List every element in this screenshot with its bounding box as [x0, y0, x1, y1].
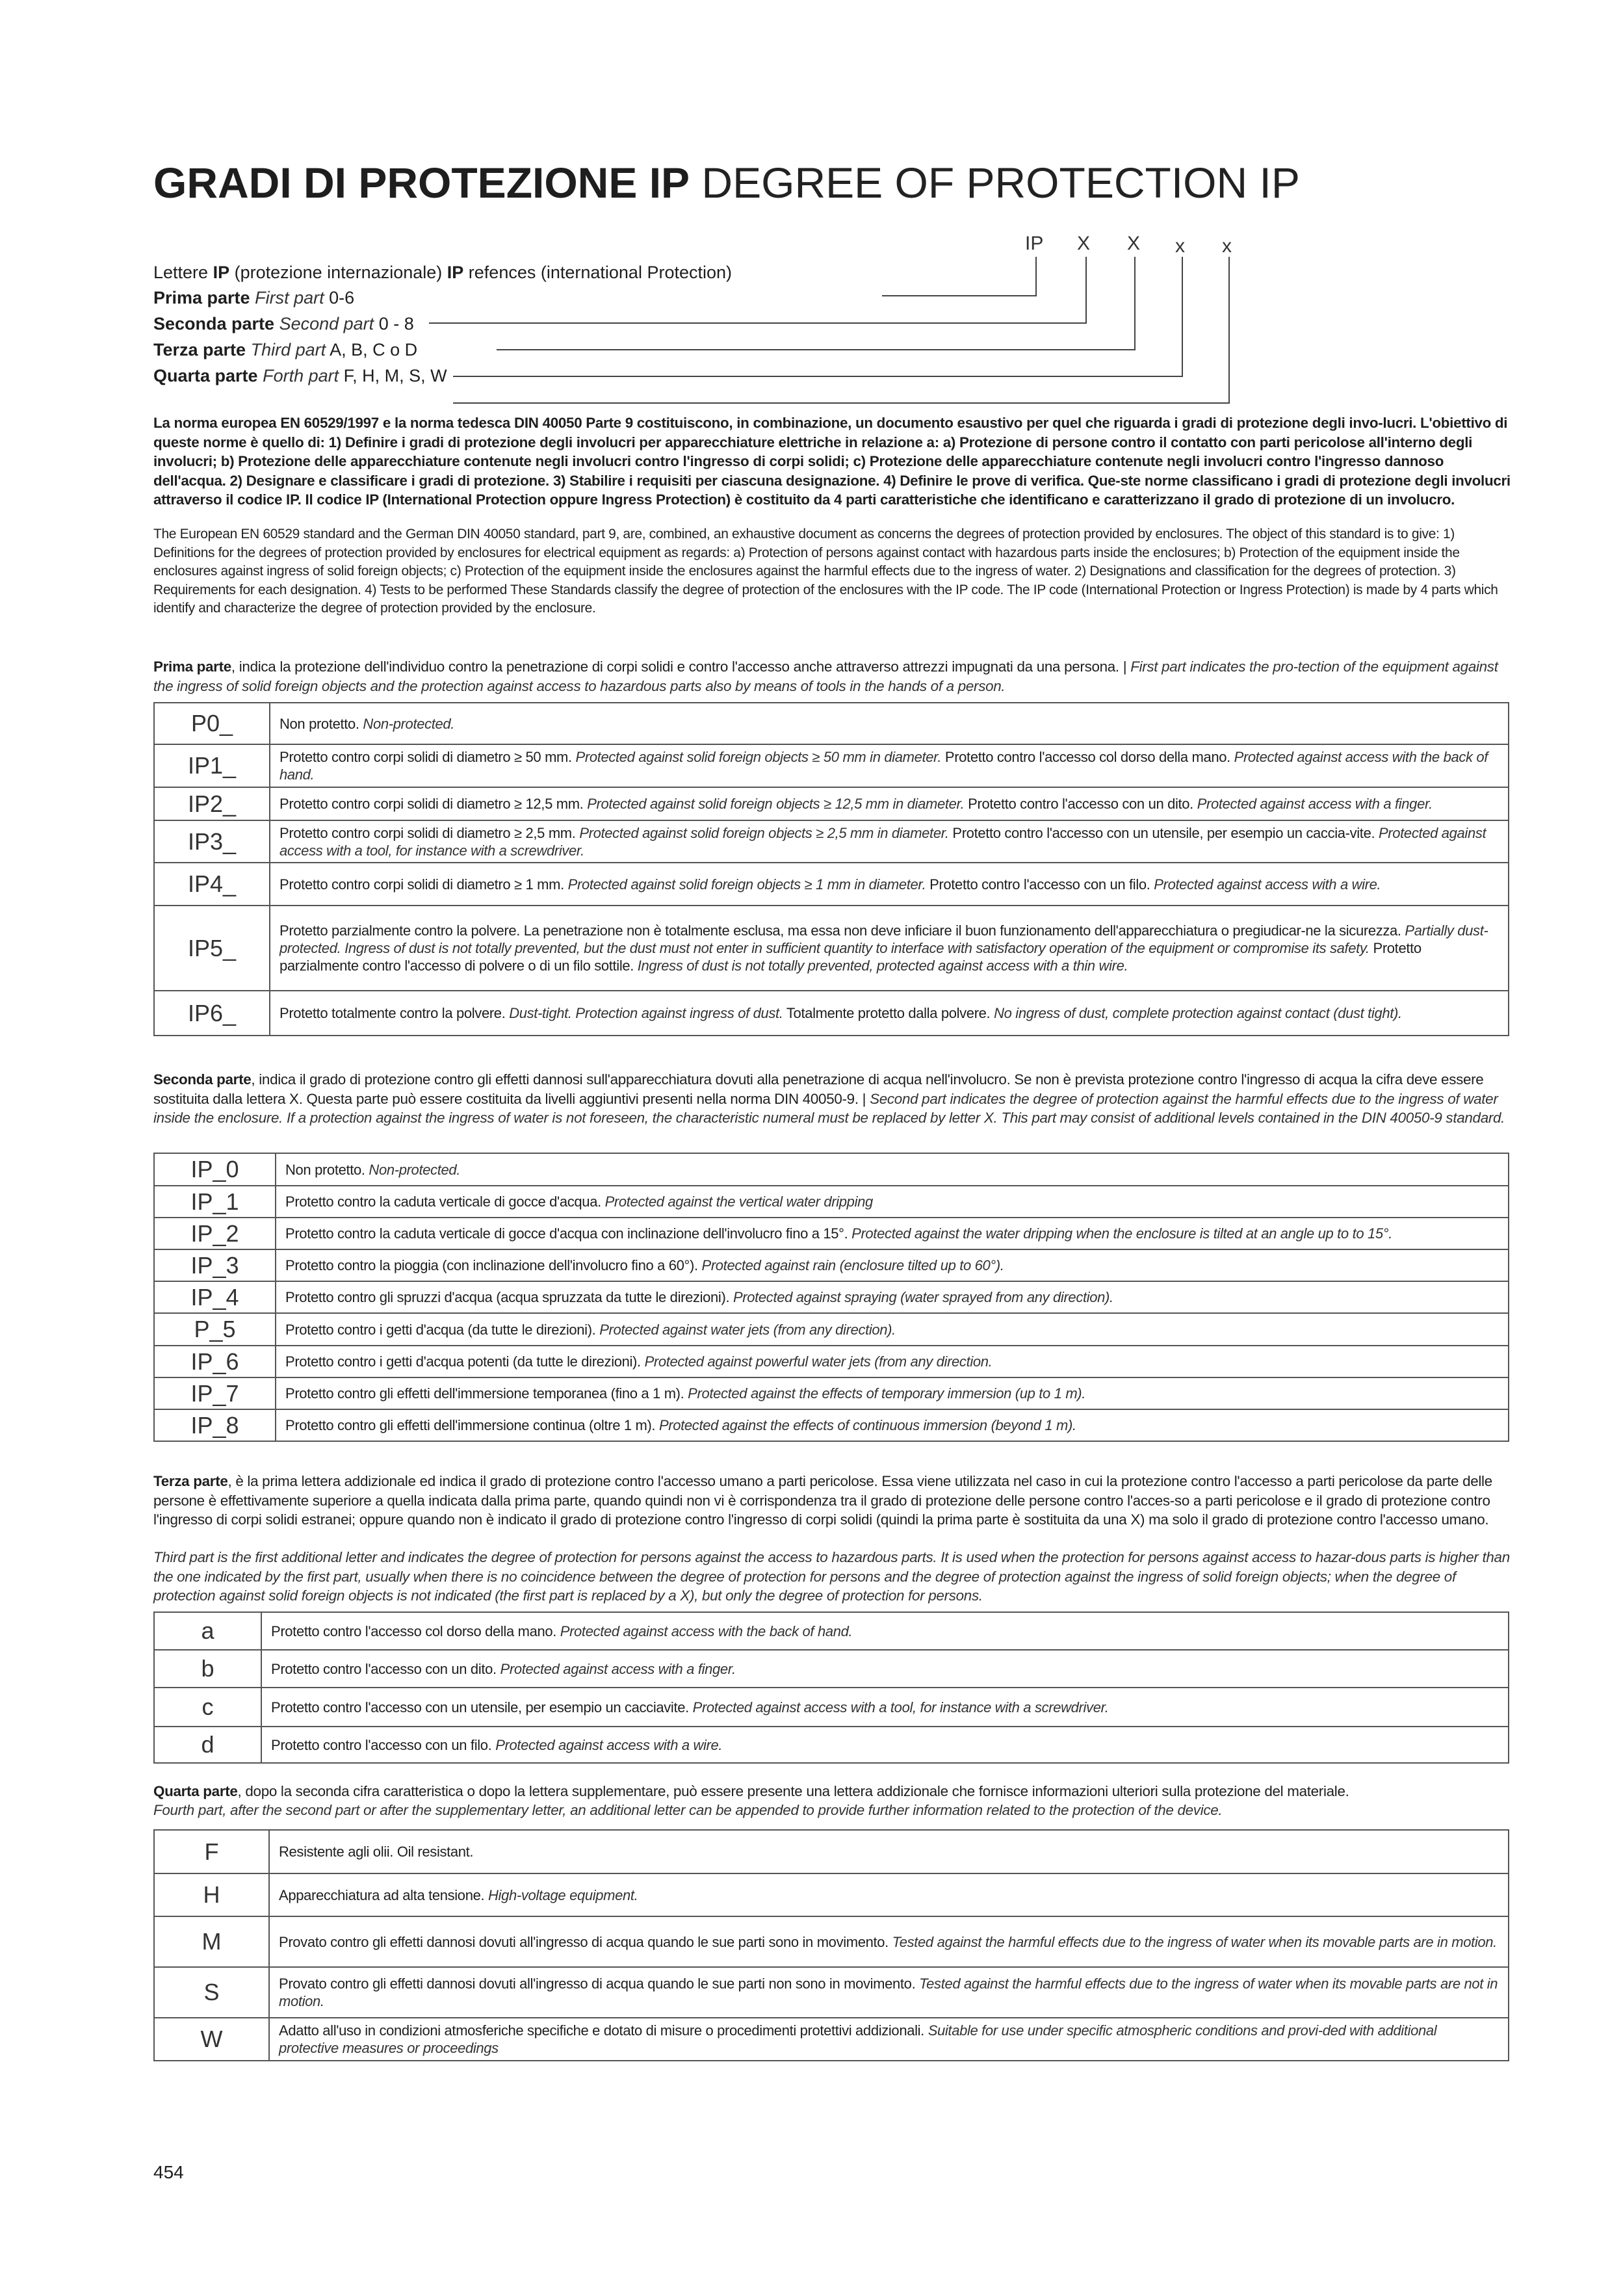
- row-code: H: [154, 1873, 269, 1916]
- table-row: [154, 1153, 1509, 1186]
- connector-line: [453, 402, 1230, 404]
- first-part-description: Prima parte, indica la protezione dell'individuo contro la penetrazione di corpi solidi e contro l'accesso anche attraverso attrezzi impugnati da una persona. | First part indicates the pro-tection of the equipment against the ingress of solid foreign objects and the protection against access to hazardous parts also by means of tools in the hands of a person.: [153, 659, 1498, 694]
- table-row: [154, 744, 1509, 787]
- third-part-table: [153, 1611, 1509, 1764]
- row-description: Apparecchiatura ad alta tensione. High-voltage equipment.: [269, 1873, 1509, 1916]
- row-code: IP_1: [154, 1186, 276, 1218]
- row-code: IP3_: [154, 820, 270, 863]
- row-description: Protetto contro l'accesso con un dito. Protected against access with a finger.: [261, 1650, 1509, 1688]
- row-description: Protetto contro l'accesso con un filo. Protected against access with a wire.: [261, 1727, 1509, 1763]
- row-code: W: [154, 2018, 269, 2061]
- row-description: Non protetto. Non-protected.: [270, 703, 1509, 744]
- table-row: [154, 1650, 1509, 1688]
- row-code: S: [154, 1967, 269, 2018]
- third-part-description: Terza parte, è la prima lettera addizionale ed indica il grado di protezione contro l'accesso umano a parti pericolose. Essa viene utilizzata nel caso in cui la protezione contro l'accesso a parti pericolose da parte delle persone è effettivamente superiore a quella indicata dalla prima parte, quando quindi non vi è corrispondenza tra il grado di protezione delle persone contro l'acces-so a parti pericolose e il grado di protezione contro l'ingresso di corpi solidi estranei; oppure quando non è indicato il grado di protezione contro l'ingresso di corpi solidi (quindi la prima parte è sostituita da una X) ma solo il grado di protezione contro l'accesso umano.: [153, 1473, 1492, 1528]
- table-row: [154, 906, 1509, 991]
- code-part-x3: x: [1175, 235, 1185, 257]
- row-description: Protetto contro la caduta verticale di gocce d'acqua con inclinazione dell'involucro fino a 15°. Protected against the water dripping when the enclosure is tilted at an angle up to to 15°.: [276, 1218, 1509, 1249]
- row-description: Protetto contro gli spruzzi d'acqua (acqua spruzzata da tutte le direzioni). Protected against spraying (water sprayed from any direction).: [276, 1281, 1509, 1313]
- table-row: [154, 1186, 1509, 1218]
- connector-line: [429, 322, 1087, 324]
- row-description: Protetto contro corpi solidi di diametro ≥ 50 mm. Protected against solid foreign objects ≥ 50 mm in diameter. Protetto contro l'accesso col dorso della mano. Protected against access with the back of hand.: [270, 744, 1509, 787]
- legend-first-part: Prima parte First part 0-6: [153, 288, 355, 307]
- row-description: Protetto contro gli effetti dell'immersione temporanea (fino a 1 m). Protected against the effects of temporary immersion (up to 1 m).: [276, 1377, 1509, 1409]
- table-row: [154, 1612, 1509, 1650]
- first-part-table: [153, 702, 1509, 1036]
- row-code: d: [154, 1727, 261, 1763]
- intro-english: The European EN 60529 standard and the German DIN 40050 standard, part 9, are, combined, an exhaustive document as concerns the degrees of protection provided by enclosures. The object of this standard is to give: 1) Definitions for the degrees of protection provided by enclosures for electrical equipment as regards: a) Protection of persons against contact with hazardous parts inside the enclosures; b) Protection of the equipment inside the enclosures against ingress of solid foreign objects; c) Protection of the equipment inside the enclosures against the harmful effects due to the ingress of water. 2) Designations and classification for the degrees of protection. 3) Requirements for each designation. 4) Tests to be performed These Standards classify the degree of protection of the enclosures with the IP code. The IP code (International Protection or Ingress Protection) is made by 4 parts which identify and characterize the degree of protection provided by the enclosure.: [153, 527, 1498, 616]
- intro-italian: La norma europea EN 60529/1997 e la norma tedesca DIN 40050 Parte 9 costituiscono, in combinazione, un documento esaustivo per quel che riguarda i gradi di protezione degli invo-lucri. L'obiettivo di queste norme è quello di: 1) Definire i gradi di protezione degli involucri per apparecchiature elettriche in relazione a: a) Protezione di persone contro il contatto con parti pericolose all'interno degli involucri; b) Protezione delle apparecchiature contenute negli involucri contro l'ingresso di corpi solidi; c) Protezione delle apparecchiature contenute negli involucri contro l'ingresso dannoso dell'acqua. 2) Designare e classificare i gradi di protezione. 3) Stabilire i requisiti per ciascuna designazione. 4) Definire le prove di verifica. Que-ste norme classificano i gradi di protezione degli involucri attraverso il codice IP. Il codice IP (International Protection oppure Ingress Protection) è costituito da 4 parti caratteristiche che identificano e caratterizzano il grado di protezione di un involucro.: [153, 415, 1511, 508]
- table-row: [154, 863, 1509, 906]
- table-row: [154, 1218, 1509, 1249]
- row-description: Provato contro gli effetti dannosi dovuti all'ingresso di acqua quando le sue parti sono in movimento. Tested against the harmful effects due to the ingress of water when its movable parts are in motion.: [269, 1916, 1509, 1967]
- code-part-x2: X: [1127, 233, 1141, 254]
- connector-line: [497, 349, 1136, 350]
- row-code: M: [154, 1916, 269, 1967]
- row-code: IP5_: [154, 906, 270, 991]
- row-code: b: [154, 1650, 261, 1688]
- row-code: IP4_: [154, 863, 270, 906]
- row-code: IP_7: [154, 1377, 276, 1409]
- connector-line: [1085, 257, 1087, 323]
- row-code: IP_6: [154, 1346, 276, 1377]
- fourth-part-description: Quarta parte, dopo la seconda cifra caratteristica o dopo la lettera supplementare, può essere presente una lettera addizionale che fornisce informazioni ulteriori sulla protezione del materiale.: [153, 1783, 1349, 1799]
- legend-second-part: Seconda parte Second part 0 - 8: [153, 314, 414, 333]
- row-description: Protetto contro l'accesso col dorso della mano. Protected against access with the back of hand.: [261, 1612, 1509, 1650]
- row-code: IP6_: [154, 991, 270, 1036]
- connector-line: [1134, 257, 1136, 350]
- second-part-description: Seconda parte, indica il grado di protezione contro gli effetti dannosi sull'apparecchiatura dovuti alla penetrazione di acqua nell'involucro. Se non è prevista protezione contro l'ingresso di acqua la cifra deve essere sostituita dalla lettera X. Questa parte può essere costituita da livelli aggiuntivi presenti nella norma DIN 40050-9. | Second part indicates the degree of protection against the harmful effects due to the ingress of water inside the enclosure. If a protection against the ingress of water is not foreseen, the characteristic numeral must be replaced by letter X. This part may consist of additional levels contained in the DIN 40050-9 standard.: [153, 1071, 1505, 1126]
- row-description: Provato contro gli effetti dannosi dovuti all'ingresso di acqua quando le sue parti non sono in movimento. Tested against the harmful effects due to the ingress of water when its movable parts are not in motion.: [269, 1967, 1509, 2018]
- row-description: Protetto contro la caduta verticale di gocce d'acqua. Protected against the vertical water dripping: [276, 1186, 1509, 1218]
- row-description: Protetto contro i getti d'acqua potenti (da tutte le direzioni). Protected against powerful water jets (from any direction.: [276, 1346, 1509, 1377]
- row-description: Protetto parzialmente contro la polvere. La penetrazione non è totalmente esclusa, ma essa non deve inficiare il buon funzionamento dell'apparecchiatura o pregiudicar-ne la sicurezza. Partially dust-protected. Ingress of dust is not totally prevented, but the dust must not enter in sufficient quantity to interface with satisfactory operation of the equipment or compromise its safety. Protetto parzialmente contro l'accesso di polvere o di un filo sottile. Ingress of dust is not totally prevented, protected against access with a thin wire.: [270, 906, 1509, 991]
- row-description: Protetto contro i getti d'acqua (da tutte le direzioni). Protected against water jets (from any direction).: [276, 1313, 1509, 1346]
- table-row: [154, 1281, 1509, 1313]
- row-code: a: [154, 1612, 261, 1650]
- row-description: Protetto contro gli effetti dell'immersione continua (oltre 1 m). Protected against the effects of continuous immersion (beyond 1 m).: [276, 1409, 1509, 1441]
- code-part-x1: X: [1077, 233, 1091, 254]
- table-row: [154, 1313, 1509, 1346]
- row-description: Protetto contro corpi solidi di diametro ≥ 2,5 mm. Protected against solid foreign objects ≥ 2,5 mm in diameter. Protetto contro l'accesso con un utensile, per esempio un caccia-vite. Protected against access with a tool, for instance with a screwdriver.: [270, 820, 1509, 863]
- table-row: [154, 1830, 1509, 1873]
- connector-line: [1228, 257, 1230, 403]
- row-code: P_5: [154, 1313, 276, 1346]
- row-description: Protetto contro corpi solidi di diametro ≥ 1 mm. Protected against solid foreign objects ≥ 1 mm in diameter. Protetto contro l'accesso con un filo. Protected against access with a wire.: [270, 863, 1509, 906]
- page-title-light: DEGREE OF PROTECTION IP: [701, 159, 1300, 207]
- page-title: [153, 159, 1300, 207]
- table-row: [154, 1967, 1509, 2018]
- row-description: Adatto all'uso in condizioni atmosferiche specifiche e dotato di misure o procedimenti protettivi addizionali. Suitable for use under specific atmospheric conditions and provi-ded with additional protective measures or proceedings: [269, 2018, 1509, 2061]
- row-description: Non protetto. Non-protected.: [276, 1153, 1509, 1186]
- row-code: P0_: [154, 703, 270, 744]
- table-row: [154, 1727, 1509, 1763]
- connector-line: [453, 376, 1183, 377]
- connector-line: [882, 295, 1037, 296]
- table-row: [154, 1377, 1509, 1409]
- row-code: IP_4: [154, 1281, 276, 1313]
- row-description: Protetto contro la pioggia (con inclinazione dell'involucro fino a 60°). Protected against rain (enclosure tilted up to 60°).: [276, 1249, 1509, 1281]
- row-description: Protetto contro corpi solidi di diametro ≥ 12,5 mm. Protected against solid foreign objects ≥ 12,5 mm in diameter. Protetto contro l'accesso con un dito. Protected against access with a finger.: [270, 787, 1509, 820]
- table-row: [154, 1873, 1509, 1916]
- second-part-table: [153, 1153, 1509, 1442]
- table-row: [154, 1916, 1509, 1967]
- connector-line: [1182, 257, 1183, 376]
- row-code: F: [154, 1830, 269, 1873]
- table-row: [154, 787, 1509, 820]
- fourth-part-table: [153, 1829, 1509, 2061]
- row-code: IP_0: [154, 1153, 276, 1186]
- table-row: [154, 991, 1509, 1036]
- third-part-description-en: Third part is the first additional letter and indicates the degree of protection for persons against the access to hazardous parts. It is used when the protection for persons against access to hazar-dous parts is higher than the one indicated by the first part, usually when there is no coincidence between the degree of protection for persons and the degree of protection against the ingress of solid foreign objects; when the degree of protection against solid foreign objects is not indicated (the first part is replaced by a X), but only the degree of protection for persons.: [153, 1549, 1510, 1604]
- table-row: [154, 2018, 1509, 2061]
- row-description: Protetto totalmente contro la polvere. Dust-tight. Protection against ingress of dust. Totalmente protetto dalla polvere. No ingress of dust, complete protection against contact (dust tight).: [270, 991, 1509, 1036]
- code-part-x4: x: [1222, 235, 1232, 257]
- table-row: [154, 1409, 1509, 1441]
- table-row: [154, 1688, 1509, 1727]
- row-description: Protetto contro l'accesso con un utensile, per esempio un cacciavite. Protected against access with a tool, for instance with a screwdriver.: [261, 1688, 1509, 1727]
- legend-letters: Lettere IP (protezione internazionale) IP refences (international Protection): [153, 263, 733, 282]
- connector-line: [1035, 257, 1037, 296]
- row-code: IP_3: [154, 1249, 276, 1281]
- fourth-part-description-en: Fourth part, after the second part or after the supplementary letter, an additional letter can be appended to provide further information related to the protection of the device.: [153, 1802, 1223, 1818]
- legend-fourth-part: Quarta parte Forth part F, H, M, S, W: [153, 366, 447, 385]
- row-code: IP1_: [154, 744, 270, 787]
- row-description: Resistente agli olii. Oil resistant.: [269, 1830, 1509, 1873]
- table-row: [154, 703, 1509, 744]
- page-number: 454: [153, 2162, 184, 2182]
- legend-third-part: Terza parte Third part A, B, C o D: [153, 340, 418, 359]
- row-code: IP2_: [154, 787, 270, 820]
- table-row: [154, 1249, 1509, 1281]
- code-part-ip: IP: [1025, 233, 1044, 254]
- table-row: [154, 1346, 1509, 1377]
- table-row: [154, 820, 1509, 863]
- page-title-bold: GRADI DI PROTEZIONE IP: [153, 159, 690, 207]
- row-code: c: [154, 1688, 261, 1727]
- row-code: IP_2: [154, 1218, 276, 1249]
- row-code: IP_8: [154, 1409, 276, 1441]
